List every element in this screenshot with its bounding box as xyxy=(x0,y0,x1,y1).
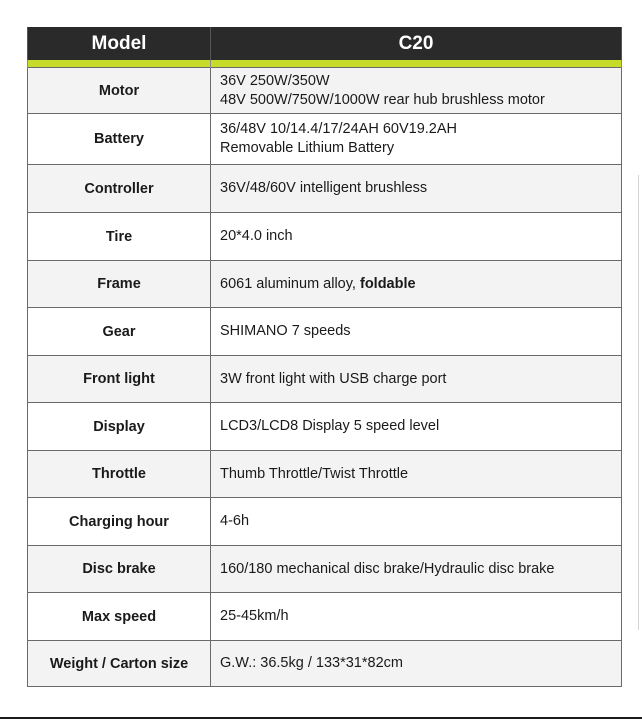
spec-value: 4-6h xyxy=(211,498,622,546)
spec-value: 160/180 mechanical disc brake/Hydraulic disc brake xyxy=(211,546,622,593)
spec-value: LCD3/LCD8 Display 5 speed level xyxy=(211,403,622,451)
spec-row-disc-brake xyxy=(28,546,622,593)
spec-table xyxy=(27,27,622,687)
spec-value xyxy=(211,261,622,308)
accent-stripe-right xyxy=(211,60,622,68)
spec-value-line: 36/48V 10/14.4/17/24AH 60V19.2AH xyxy=(220,121,458,137)
spec-label: Charging hour xyxy=(28,498,211,546)
spec-row-throttle xyxy=(28,451,622,498)
spec-row-charging-hour xyxy=(28,498,622,546)
spec-value: 25-45km/h xyxy=(211,593,622,641)
spec-row-display xyxy=(28,403,622,451)
spec-label: Motor xyxy=(28,68,211,114)
spec-value-line: Removable Lithium Battery xyxy=(220,140,395,156)
spec-value: 20*4.0 inch xyxy=(211,213,622,261)
table-header-row xyxy=(28,27,622,60)
header-accent-stripe xyxy=(28,60,622,68)
spec-label: Max speed xyxy=(28,593,211,641)
spec-row-weight xyxy=(28,641,622,687)
spec-label: Controller xyxy=(28,165,211,213)
spec-label: Frame xyxy=(28,261,211,308)
spec-label: Throttle xyxy=(28,451,211,498)
spec-value-line: 36V 250W/350W xyxy=(220,72,330,89)
spec-row-controller xyxy=(28,165,622,213)
spec-row-motor xyxy=(28,68,622,114)
spec-row-tire xyxy=(28,213,622,261)
spec-label: Tire xyxy=(28,213,211,261)
spec-value: 36V/48/60V intelligent brushless xyxy=(211,165,622,213)
spec-row-gear xyxy=(28,308,622,356)
spec-value: 3W front light with USB charge port xyxy=(211,356,622,403)
spec-value xyxy=(211,114,622,165)
spec-value: Thumb Throttle/Twist Throttle xyxy=(211,451,622,498)
header-c20: C20 xyxy=(211,27,622,60)
bottom-divider xyxy=(0,717,642,719)
spec-label: Display xyxy=(28,403,211,451)
accent-stripe-left xyxy=(28,60,211,68)
spec-value-bold: foldable xyxy=(359,275,416,292)
spec-row-frame xyxy=(28,261,622,308)
spec-row-front-light xyxy=(28,356,622,403)
spec-value-line: 48V 500W/750W/1000W rear hub brushless motor xyxy=(220,91,545,108)
spec-label: Weight / Carton size xyxy=(28,641,211,687)
spec-row-max-speed xyxy=(28,593,622,641)
spec-value: G.W.: 36.5kg / 133*31*82cm xyxy=(211,641,622,687)
spec-label: Gear xyxy=(28,308,211,356)
spec-value xyxy=(211,68,622,114)
header-model: Model xyxy=(28,27,211,60)
page-edge-line xyxy=(638,175,639,630)
spec-value-text: 6061 aluminum alloy, xyxy=(220,275,360,292)
spec-label: Battery xyxy=(28,114,211,165)
spec-label: Disc brake xyxy=(28,546,211,593)
spec-label: Front light xyxy=(28,356,211,403)
spec-row-battery xyxy=(28,114,622,165)
spec-value: SHIMANO 7 speeds xyxy=(211,308,622,356)
